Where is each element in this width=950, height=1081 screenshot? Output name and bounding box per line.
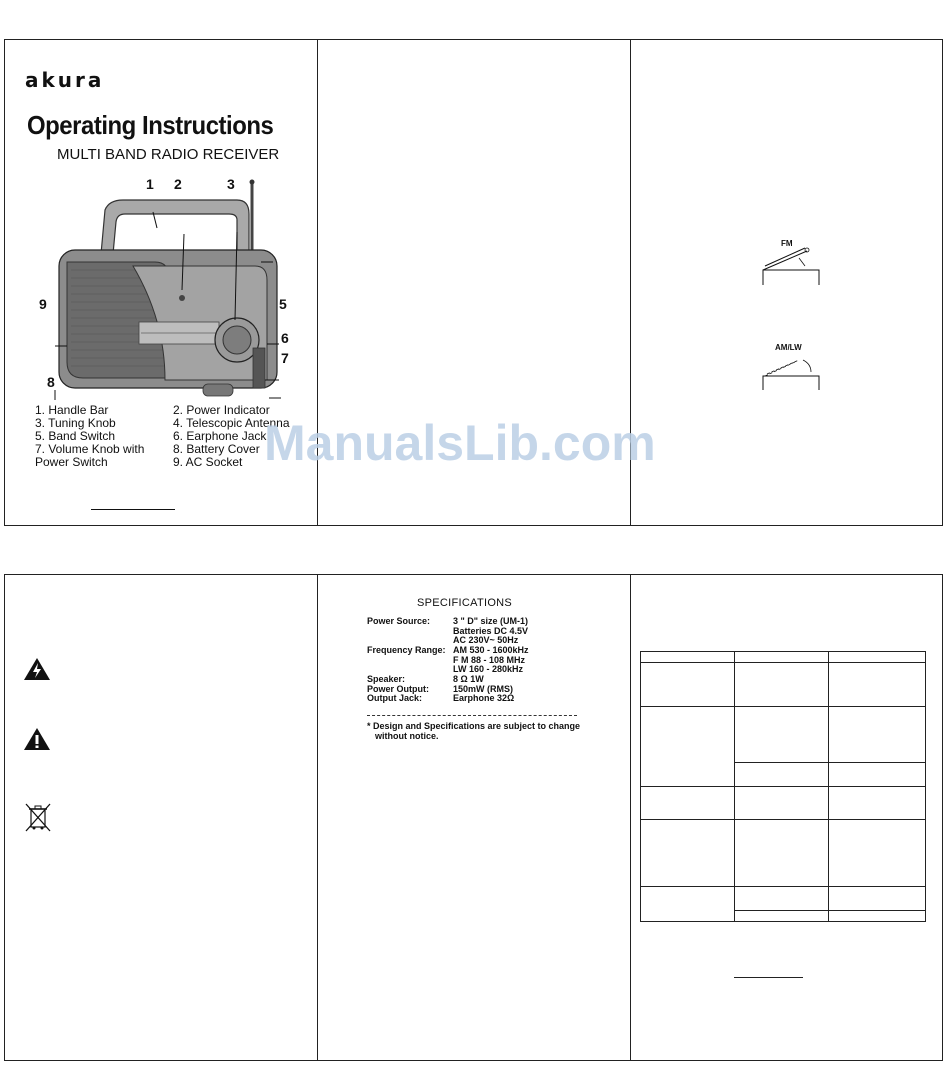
- spec-note: [367, 721, 580, 741]
- page-sheet-bottom: [4, 574, 943, 1061]
- specifications-title: SPECIFICATIONS: [417, 597, 513, 609]
- crossed-bin-icon: [23, 801, 53, 833]
- manual-title: Operating Instructions: [27, 110, 274, 140]
- spec-key: Speaker:: [367, 674, 406, 684]
- part-label: 8. Battery Cover: [173, 442, 260, 456]
- callout-9: 9: [39, 296, 47, 312]
- callout-8: 8: [47, 374, 55, 390]
- part-label: 3. Tuning Knob: [35, 416, 116, 430]
- brand-logo: akura: [25, 68, 105, 92]
- spec-value: 150mW (RMS): [453, 684, 514, 694]
- callout-2: 2: [174, 176, 182, 192]
- table-cell: [735, 663, 829, 707]
- callout-6: 6: [281, 330, 289, 346]
- radio-illustration: [5, 170, 317, 400]
- part-label: 5. Band Switch: [35, 429, 116, 443]
- spec-value: F M 88 - 108 MHz: [453, 655, 526, 665]
- watermark-text: ManualsLib.com: [264, 415, 656, 471]
- table-cell: [829, 911, 926, 922]
- table-cell: [829, 787, 926, 820]
- lightning-warning-icon: [23, 657, 51, 681]
- part-label: 1. Handle Bar: [35, 403, 109, 417]
- spec-value: 8 Ω 1W: [453, 674, 484, 684]
- panel-divider: [630, 575, 631, 1060]
- table-cell: [641, 887, 735, 922]
- spec-note-line: * Design and Specifications are subject to change: [367, 721, 581, 731]
- footer-rule: [91, 509, 175, 510]
- table-cell: [735, 652, 829, 663]
- spec-key: Frequency Range:: [367, 645, 446, 655]
- table-row: [641, 887, 926, 911]
- table-cell: [735, 707, 829, 763]
- antenna-panel: [631, 40, 942, 525]
- part-label: 4. Telescopic Antenna: [173, 416, 290, 430]
- amlw-antenna-diagram: [759, 352, 829, 392]
- spec-key: Power Output:: [367, 684, 429, 694]
- spec-value: 3 " D" size (UM-1): [453, 616, 529, 626]
- spec-row: [367, 694, 514, 704]
- table-cell: [735, 787, 829, 820]
- table-cell: [641, 787, 735, 820]
- manual-subtitle: MULTI BAND RADIO RECEIVER: [57, 146, 280, 163]
- part-label: 6. Earphone Jack: [173, 429, 267, 443]
- table-cell: [829, 707, 926, 763]
- spec-value: AM 530 - 1600kHz: [453, 645, 529, 655]
- callout-3: 3: [227, 176, 235, 192]
- callout-5: 5: [279, 296, 287, 312]
- spec-note-line: without notice.: [375, 731, 439, 741]
- table-row: [641, 820, 926, 887]
- table-cell: [829, 652, 926, 663]
- table-cell: [735, 763, 829, 787]
- callout-1: 1: [146, 176, 154, 192]
- part-label: Power Switch: [35, 455, 108, 469]
- spec-value: Earphone 32Ω: [453, 693, 515, 703]
- spec-key: Power Source:: [367, 616, 431, 626]
- fm-antenna-diagram: [759, 246, 829, 286]
- table-row: [641, 652, 926, 663]
- amlw-label: AM/LW: [775, 343, 802, 352]
- fm-label: FM: [781, 239, 793, 248]
- table-cell: [829, 763, 926, 787]
- table-cell: [829, 663, 926, 707]
- table-row: [641, 707, 926, 763]
- table-cell: [735, 887, 829, 911]
- footer-rule: [734, 977, 803, 978]
- table-cell: [641, 652, 735, 663]
- table-cell: [829, 887, 926, 911]
- troubleshooting-table: [640, 651, 926, 922]
- table-cell: [735, 911, 829, 922]
- table-cell: [641, 820, 735, 887]
- spec-divider: [367, 715, 577, 716]
- exclamation-warning-icon: [23, 727, 51, 751]
- spec-key: Output Jack:: [367, 693, 423, 703]
- part-label: 9. AC Socket: [173, 455, 243, 469]
- table-cell: [735, 820, 829, 887]
- part-label: 2. Power Indicator: [173, 403, 270, 417]
- spec-value: Batteries DC 4.5V: [453, 626, 529, 636]
- part-label: 7. Volume Knob with: [35, 442, 145, 456]
- panel-divider: [317, 575, 318, 1060]
- spec-value: AC 230V~ 50Hz: [453, 635, 519, 645]
- table-cell: [829, 820, 926, 887]
- table-row: [641, 663, 926, 707]
- table-row: [641, 787, 926, 820]
- table-cell: [641, 707, 735, 787]
- spec-value: LW 160 - 280kHz: [453, 664, 524, 674]
- callout-7: 7: [281, 350, 289, 366]
- table-cell: [641, 663, 735, 707]
